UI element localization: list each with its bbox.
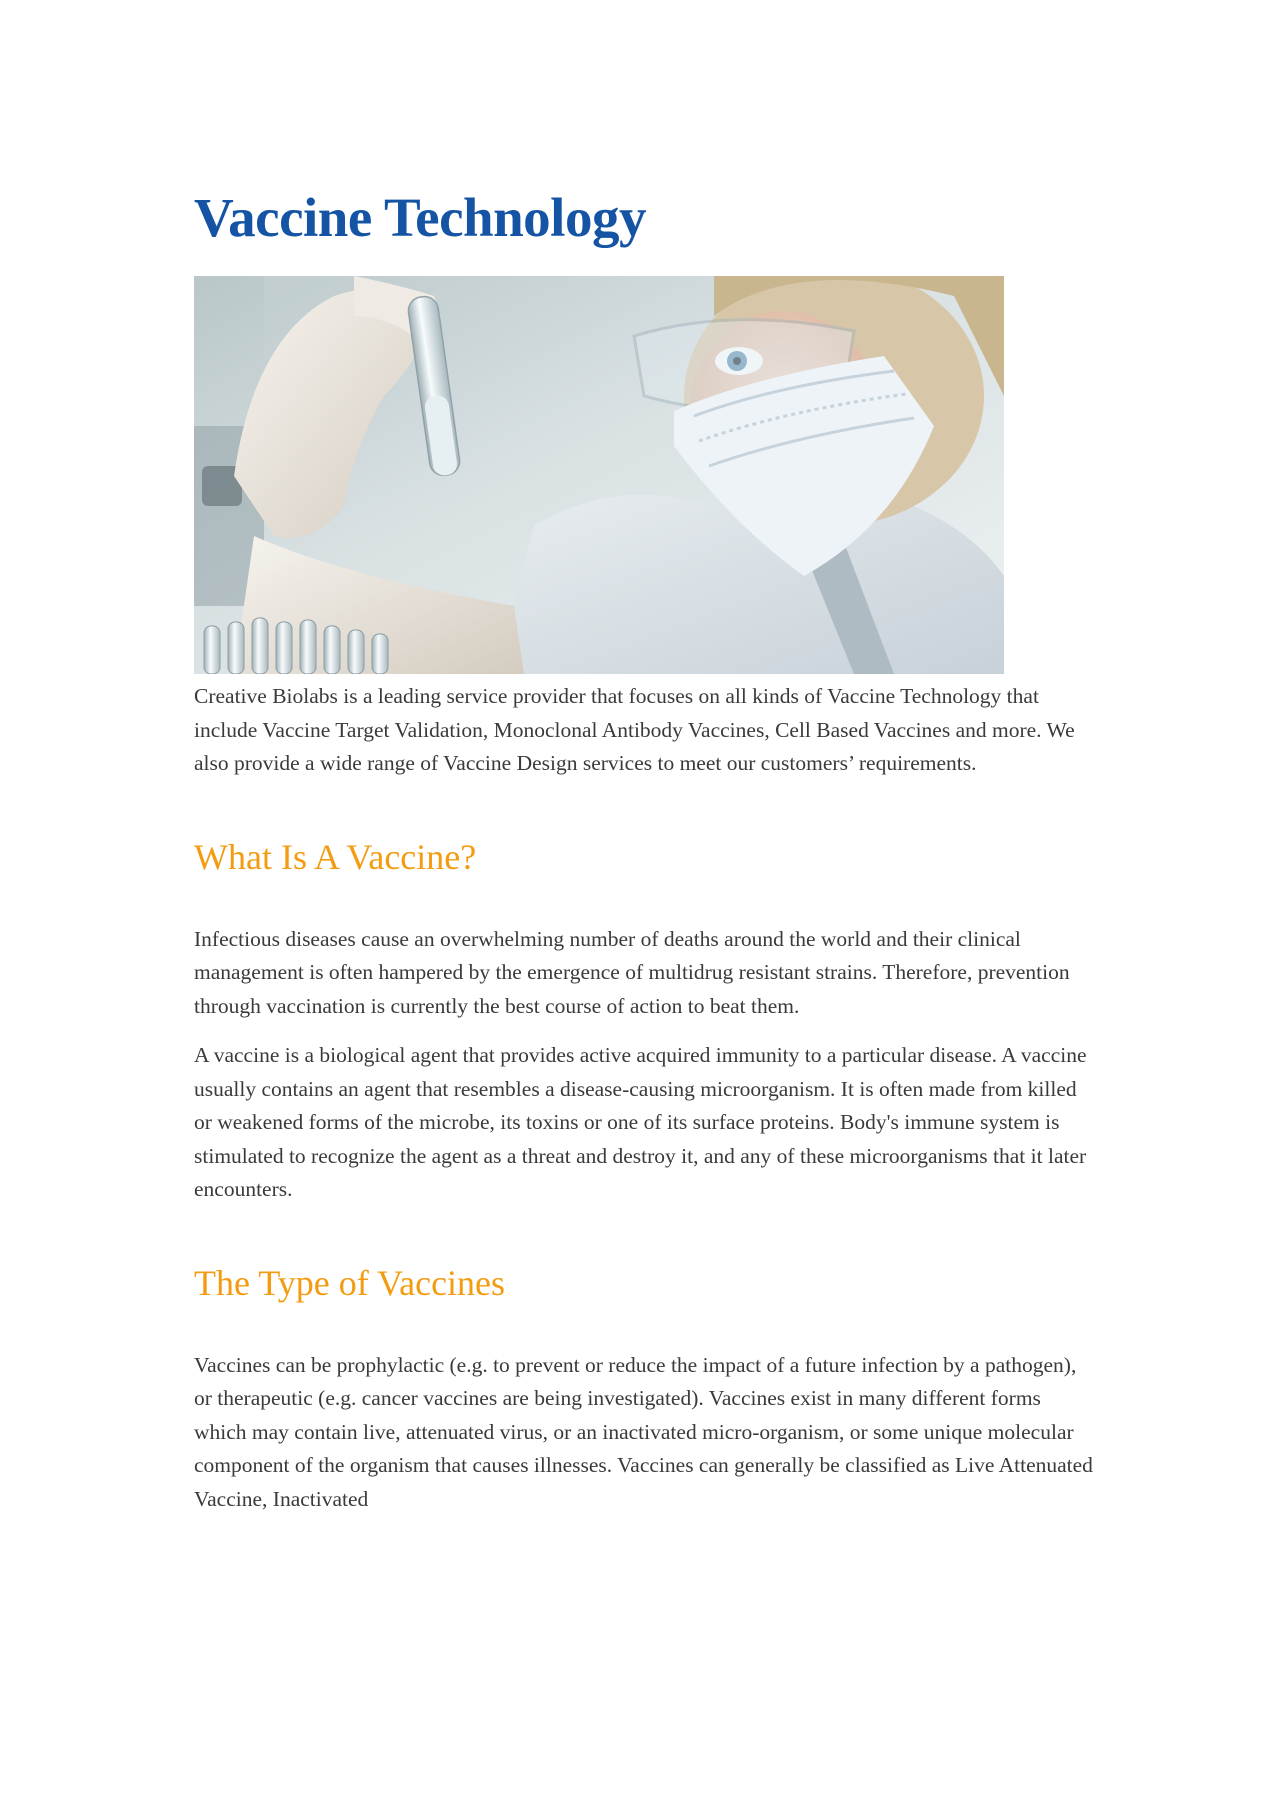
- section-paragraph: A vaccine is a biological agent that provides active acquired immunity to a particular disease. A vaccine usually contains an agent that resembles a disease-causing microorganism. It is often made from killed or weakened forms of the microbe, its toxins or one of its surface proteins. Body's immune system is stimulated to recognize the agent as a threat and destroy it, and any of these microorganisms that it later encounters.: [194, 1043, 1087, 1201]
- section-heading-what-is-a-vaccine: What Is A Vaccine?: [194, 836, 477, 877]
- section-paragraph: Infectious diseases cause an overwhelming number of deaths around the world and their clinical management is often hampered by the emergence of multidrug resistant strains. Therefore, prevention through vaccination is currently the best course of action to beat them.: [194, 926, 1070, 1018]
- scientist-lab-photo-icon: [194, 276, 1004, 674]
- hero-image: [194, 276, 1004, 674]
- intro-paragraph: Creative Biolabs is a leading service provider that focuses on all kinds of Vaccine Technology that include Vaccine Target Validation, Monoclonal Antibody Vaccines, Cell Based Vaccines and more. We also provide a wide range of Vaccine Design services to meet our customers’ requirements.: [194, 684, 1075, 775]
- page-title: Vaccine Technology: [194, 187, 646, 248]
- section-paragraph: Vaccines can be prophylactic (e.g. to prevent or reduce the impact of a future infection by a pathogen), or therapeutic (e.g. cancer vaccines are being investigated). Vaccines exist in many different forms which may contain live, attenuated virus, or an inactivated micro-organism, or some unique molecular component of the organism that causes illnesses. Vaccines can generally be classified as Live Attenuated Vaccine, Inactivated: [194, 1352, 1093, 1511]
- section-heading-type-of-vaccines: The Type of Vaccines: [194, 1262, 506, 1303]
- document-content: [194, 188, 1094, 1516]
